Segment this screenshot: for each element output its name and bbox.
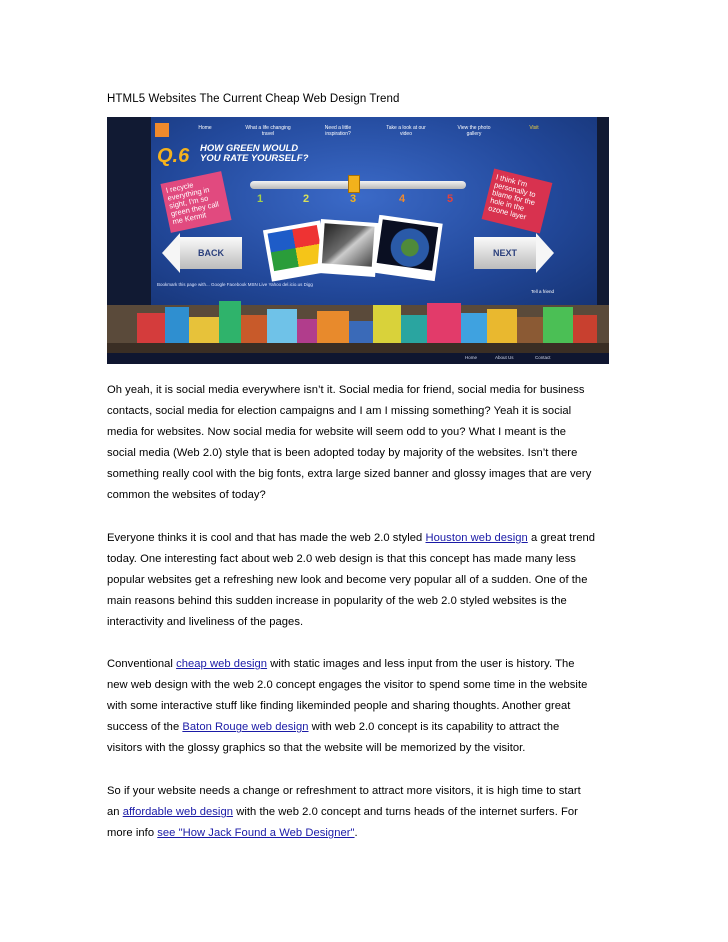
next-button: NEXT [474, 237, 536, 269]
text-run: an [107, 806, 123, 819]
text-line [107, 802, 627, 823]
footer-link-home: Home [465, 355, 478, 360]
banner-nav [155, 123, 595, 141]
inline-link[interactable]: Baton Rouge web design [182, 721, 309, 734]
home-logo [155, 123, 169, 137]
text-run: something really cool with the big fonts, extra large sized banner and glossy images that are very [107, 468, 592, 481]
text-line [107, 485, 627, 506]
text-line [107, 570, 627, 591]
text-line [107, 696, 627, 717]
scale-1: 1 [257, 193, 264, 205]
inline-link[interactable]: cheap web design [176, 658, 268, 670]
note-left: I recycle everything in sight, I'm so green they call me Kermit [160, 171, 231, 233]
footer-link-about: About Us [495, 355, 514, 360]
nav-item-travel: What a life changing travel [245, 125, 291, 137]
text-run: Everyone thinks it is cool and that has made the web 2.0 styled [107, 532, 426, 544]
paragraph-1 [107, 380, 627, 507]
text-run: interactivity and liveliness of the pages. [107, 616, 304, 629]
nav-item-visit: Visit [529, 125, 539, 131]
next-arrow-icon [536, 233, 554, 273]
text-run: more info [107, 827, 158, 840]
scale-5: 5 [447, 193, 454, 205]
tell-a-friend: Tell a friend [531, 289, 555, 294]
text-run: . [354, 827, 358, 840]
text-run: common the websites of today? [107, 489, 266, 502]
banner-footer [107, 353, 609, 364]
text-line [107, 422, 627, 443]
text-run: main reasons behind this sudden increase in popularity of the web 2.0 styled websites is the [107, 595, 567, 608]
paragraph-3 [107, 654, 627, 759]
photo-earth [371, 215, 442, 281]
nav-item-gallery: View the photo gallery [457, 125, 491, 137]
text-line [107, 717, 627, 738]
text-run: success of the [107, 721, 183, 734]
text-line [107, 443, 627, 464]
question-text: HOW GREEN WOULD YOU RATE YOURSELF? [200, 143, 309, 164]
text-line [107, 654, 627, 675]
text-run: media for websites. Now social media for website will seem odd to you? What I meant is the [107, 426, 567, 439]
back-arrow-icon [162, 233, 180, 273]
back-button: BACK [180, 237, 242, 269]
paragraph-4 [107, 781, 627, 844]
text-line [107, 380, 627, 401]
photo-storm [317, 219, 379, 277]
text-line [107, 591, 627, 612]
text-run: with the web 2.0 concept and turns heads of the internet surfers. For [233, 806, 578, 819]
text-run: Conventional [107, 658, 177, 670]
text-run: social media (Web 2.0) style that is been adopted today by majority of the websites. Isn’t there [107, 447, 578, 460]
nav-item-home: Home [198, 125, 212, 131]
scale-2: 2 [303, 193, 310, 205]
text-run: Oh yeah, it is social media everywhere isn’t it. Social media for friend, social media for business [107, 384, 585, 396]
footer-link-contact: Contact [535, 355, 551, 360]
text-line [107, 823, 627, 844]
text-line [107, 781, 627, 802]
text-run: with some interactive stuff like finding likeminded people and sharing thoughts. Another great [107, 700, 571, 713]
text-run: new web design with the web 2.0 concept engages the visitor to spend some time in the website [107, 679, 588, 692]
text-run: popular websites get a refreshing new look and become very popular all of a sudden. One of the [107, 574, 588, 587]
text-run: a great trend [527, 532, 596, 544]
bookmark-bar: Bookmark this page with... Google Facebook MSN Live Yahoo del.icio.us Digg [157, 282, 313, 287]
inline-link[interactable]: see "How Jack Found a Web Designer" [157, 827, 355, 840]
text-line [107, 549, 627, 570]
city-skyline-illustration [107, 295, 609, 353]
text-line [107, 401, 627, 422]
text-run: contacts, social media for election campaigns and I am I missing something? Yeah it is social [107, 405, 572, 418]
nav-item-inspiration: Need a little inspiration? [324, 125, 352, 137]
text-run: with static images and less input from the user is history. The [267, 658, 575, 670]
text-line [107, 675, 627, 696]
text-run: visitors with the glossy graphics so that the website will be memorized by the visitor. [107, 742, 526, 755]
text-run: today. One interesting fact about web 2.0 web design is that this concept has made many less [107, 553, 576, 566]
text-line [107, 738, 627, 759]
page-title: HTML5 Websites The Current Cheap Web Design Trend [107, 93, 400, 105]
website-screenshot [107, 117, 609, 364]
text-run: with web 2.0 concept is its capability to attract the [308, 721, 560, 734]
inline-link[interactable]: Houston web design [425, 532, 528, 544]
rating-slider-thumb [348, 175, 360, 193]
text-line [107, 528, 627, 549]
scale-3: 3 [350, 193, 357, 205]
text-line [107, 464, 627, 485]
question-badge: Q.6 [157, 145, 190, 167]
text-line [107, 612, 627, 633]
scale-4: 4 [399, 193, 406, 205]
text-run: So if your website needs a change or refreshment to attract more visitors, it is high time to start [107, 785, 581, 797]
nav-item-video: Take a look at our video [386, 125, 426, 137]
note-right: I think I'm personally to blame for the hole in the ozone layer [482, 169, 553, 234]
paragraph-2 [107, 528, 627, 633]
inline-link[interactable]: affordable web design [122, 806, 234, 819]
